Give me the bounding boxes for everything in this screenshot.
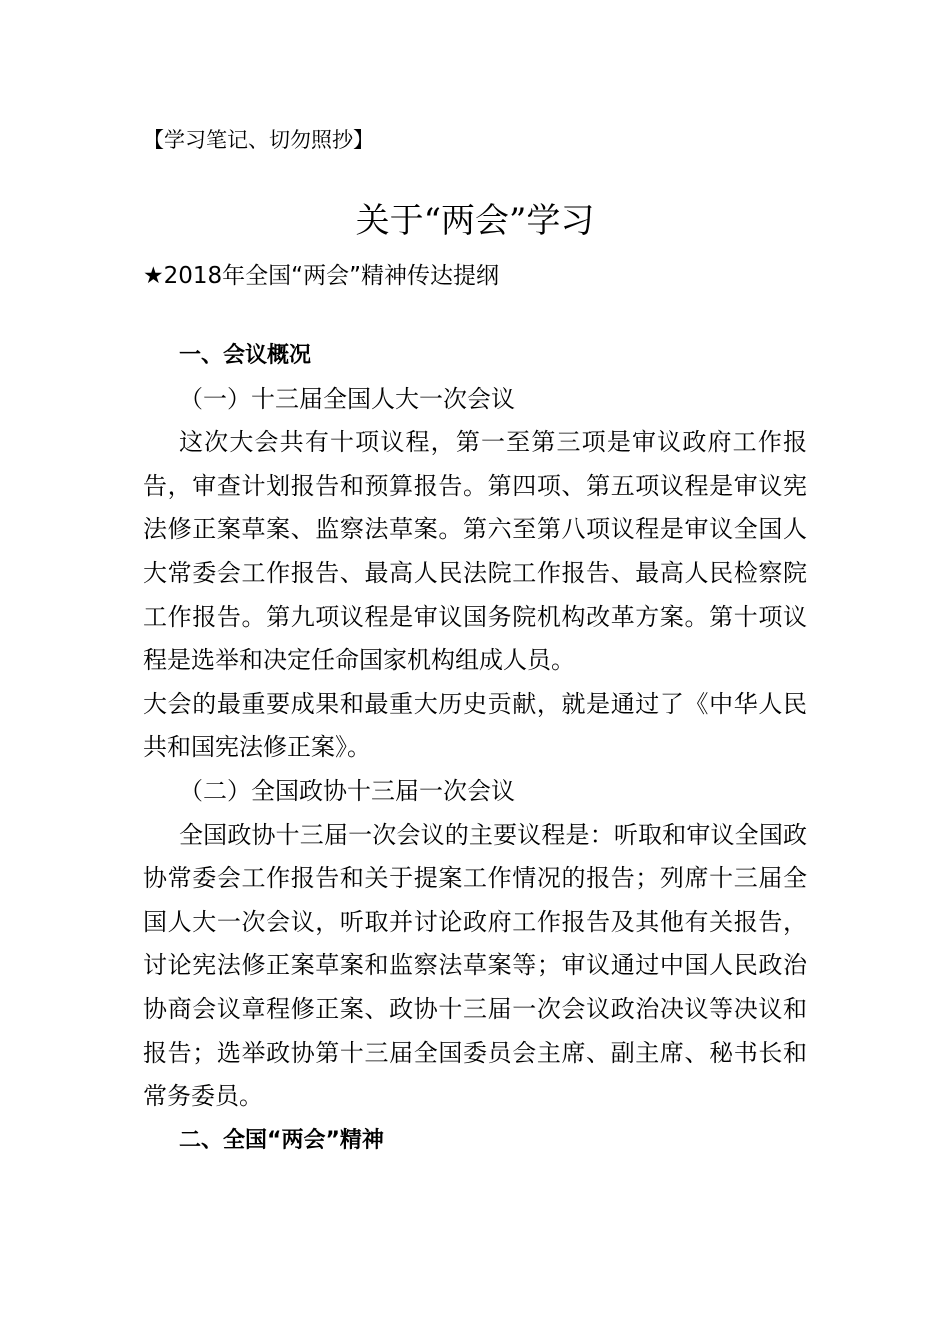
section-heading-2: 二、全国“两会”精神 <box>179 1127 384 1153</box>
subsection-heading-1: （一）十三届全国人大一次会议 <box>179 384 515 413</box>
paragraph-npc-result: 大会的最重要成果和最重大历史贡献，就是通过了《中华人民共和国宪法修正案》。 <box>143 689 807 762</box>
section-heading-1: 一、会议概况 <box>179 343 312 368</box>
document-title: 关于“两会”学习 <box>355 201 595 241</box>
paragraph-npc-agenda: 这次大会共有十项议程，第一至第三项是审议政府工作报告，审查计划报告和预算报告。第四项、第五项议程是审议宪法修正案草案、监察法草案。第六至第八项议程是审议全国人大常委会工作报告、最高人民法院工作报告、最高人民检察院工作报告。第九项议程是审议国务院机构改革方案。第十项议程是选举和决定任命国家机构组成人员。 <box>143 428 807 675</box>
study-note-label: 【学习笔记、切勿照抄】 <box>143 128 374 152</box>
subsection-heading-2: （二）全国政协十三届一次会议 <box>179 776 515 805</box>
document-subtitle: ★2018年全国“两会”精神传达提纲 <box>143 263 499 289</box>
paragraph-cppcc-agenda: 全国政协十三届一次会议的主要议程是：听取和审议全国政协常委会工作报告和关于提案工作情况的报告；列席十三届全国人大一次会议，听取并讨论政府工作报告及其他有关报告，讨论宪法修正案草案和监察法草案等；审议通过中国人民政治协商会议章程修正案、政协十三届一次会议政治决议等决议和报告；选举政协第十三届全国委员会主席、副主席、秘书长和常务委员。 <box>143 820 807 1111</box>
document-body <box>143 334 807 1162</box>
